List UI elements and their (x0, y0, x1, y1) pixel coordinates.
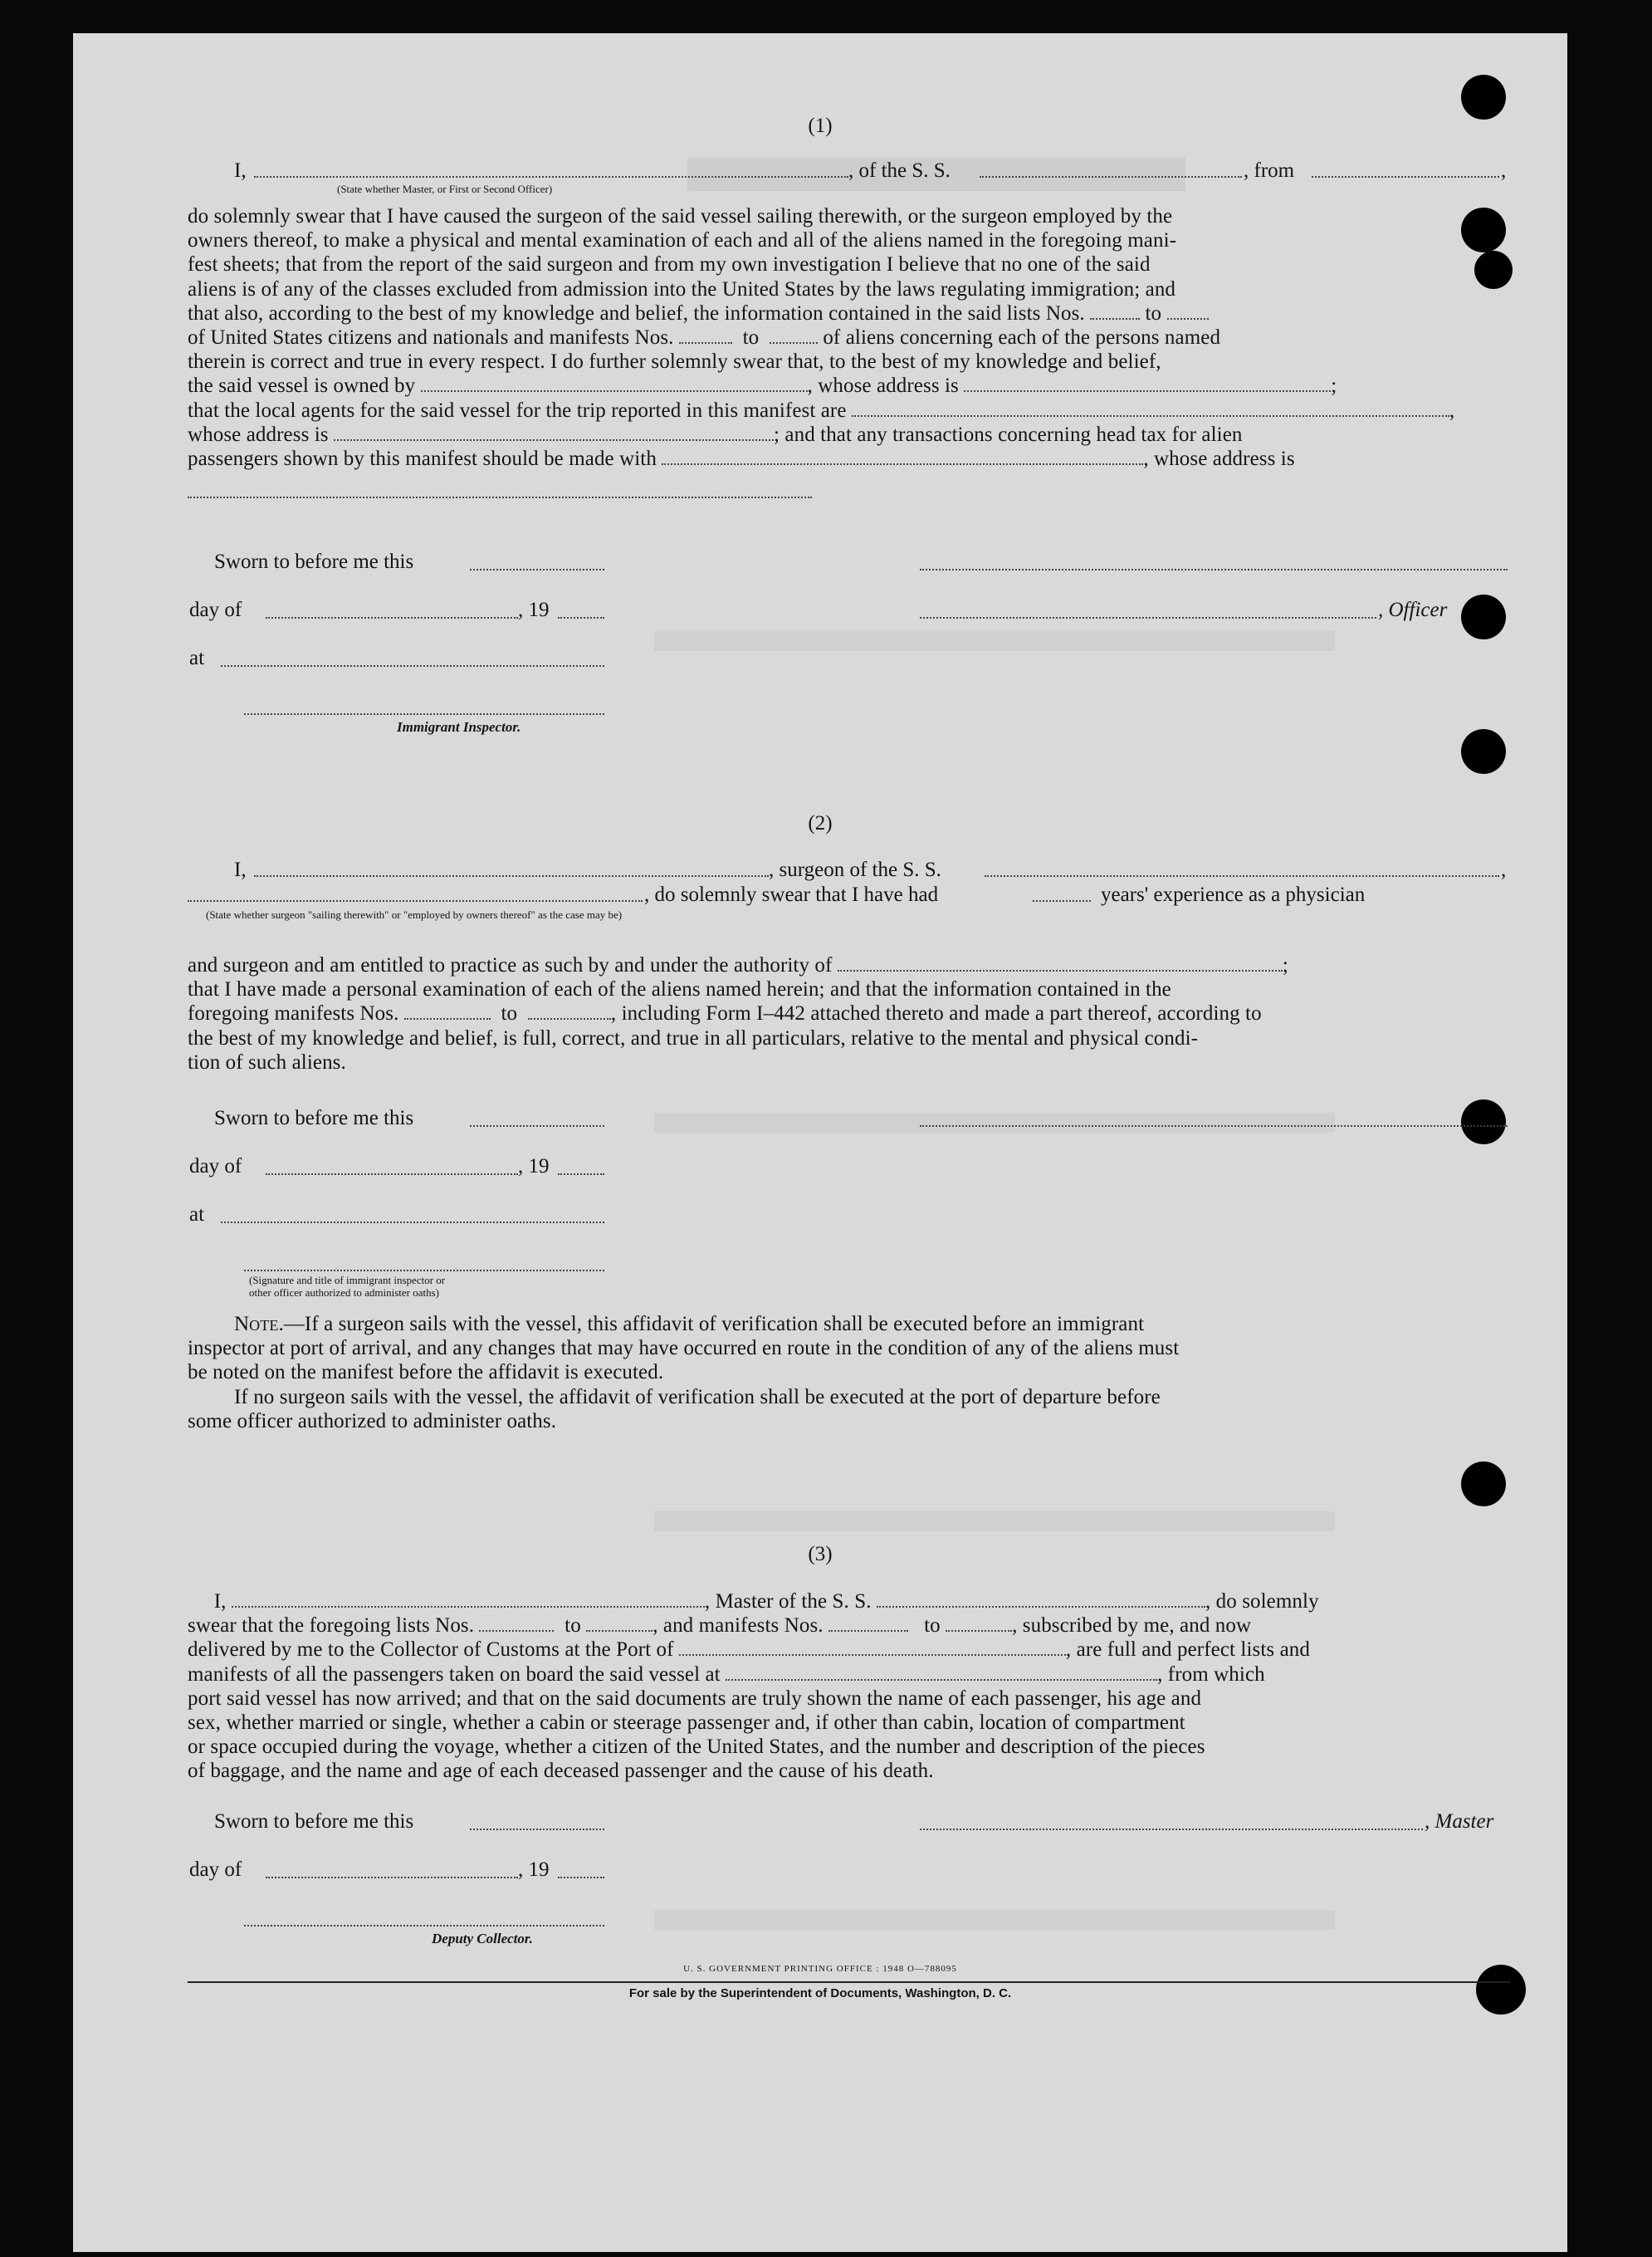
s3-sworn: Sworn to before me this (214, 1810, 414, 1833)
s3-line (188, 1638, 1511, 1662)
s1-text: that also, according to the best of my knowledge and belief, the information contained in the said lists Nos. (188, 301, 1085, 325)
s3-line: sex, whether married or single, whether a cabin or steerage passenger and, if other than cabin, location of compartment (188, 1711, 1185, 1735)
s1-manifests-to-field[interactable] (770, 330, 818, 344)
s1-text: to (742, 326, 760, 350)
s2-text: and surgeon and am entitled to practice as such by and under the authority of (188, 954, 833, 977)
s2-text: to (501, 1002, 518, 1026)
s2-note-label: Note. (234, 1313, 284, 1335)
s3-text: to (565, 1614, 581, 1638)
s3-manifests-to-field[interactable] (946, 1618, 1012, 1632)
punch-hole (1461, 1461, 1506, 1506)
s2-surgeon-of-ss: , surgeon of the S. S. (769, 859, 941, 881)
s2-sig-caption-1: (Signature and title of immigrant inspector or (249, 1274, 446, 1286)
s1-officer-sign-field[interactable] (920, 617, 1376, 619)
s1-sworn: Sworn to before me this (214, 551, 414, 573)
s2-comma: , (1501, 859, 1507, 881)
s2-sig-caption-2: other officer authorized to administer oaths) (249, 1286, 439, 1299)
s1-inspector-label: Immigrant Inspector. (397, 719, 521, 735)
s2-day-of: day of (189, 1155, 242, 1177)
s1-line: owners thereof, to make a physical and mental examination of each and all of the aliens named in the foregoing mani- (188, 229, 1177, 252)
s1-text: , whose address is (807, 375, 959, 398)
s2-swear: , do solemnly swear that I have had (644, 884, 939, 906)
s2-at: at (189, 1203, 205, 1226)
s2-note-line: inspector at port of arrival, and any changes that may have occurred en route in the condition of any of the aliens must (188, 1337, 1180, 1360)
section-2-number: (2) (808, 812, 833, 835)
s1-line: fest sheets; that from the report of the said surgeon and from my own investigation I believe that no one of the said (188, 253, 1151, 277)
s1-lists-to-field[interactable] (1167, 306, 1209, 320)
s2-note-line (188, 1312, 1511, 1336)
s2-year: , 19 (518, 1155, 550, 1177)
s1-i: I, (234, 159, 247, 182)
s1-line (188, 301, 1511, 326)
s1-text: , whose address is (1143, 448, 1295, 471)
s3-collector-sign-field[interactable] (244, 1925, 604, 1927)
section-3-number: (3) (808, 1543, 833, 1565)
s1-line: aliens is of any of the classes excluded from admission into the United States by the laws regulating immigration; and (188, 277, 1176, 301)
s1-officer-label: , Officer (1378, 599, 1448, 621)
s1-year: , 19 (518, 599, 550, 621)
s3-manifests-from-field[interactable] (828, 1618, 908, 1632)
s1-text: of aliens concerning each of the persons named (823, 326, 1221, 350)
s3-boarded-at-field[interactable] (726, 1667, 1157, 1681)
s1-at: at (189, 647, 205, 669)
s1-line (188, 423, 1511, 447)
s1-manifests-from-field[interactable] (679, 330, 732, 344)
s1-officer-caption: (State whether Master, or First or Second Officer) (337, 183, 553, 195)
s1-text: to (1145, 301, 1162, 325)
s3-line: port said vessel has now arrived; and that on the said documents are truly shown the name of each passenger, his age and (188, 1687, 1202, 1710)
s2-year-field[interactable] (558, 1173, 604, 1175)
s1-month-field[interactable] (266, 617, 518, 619)
s3-text: , from which (1157, 1662, 1265, 1686)
s2-note-line: some officer authorized to administer oaths. (188, 1409, 557, 1432)
s2-text: ; (1282, 954, 1288, 977)
s2-manifests-from-field[interactable] (404, 1006, 491, 1020)
s1-line: therein is correct and true in every respect. I do further solemnly swear that, to the best of my knowledge and belief, (188, 350, 1161, 374)
s3-text: , Master of the S. S. (704, 1590, 872, 1613)
s2-signature-field[interactable] (920, 1125, 1508, 1127)
s1-text: that the local agents for the said vessel for the trip reported in this manifest are (188, 399, 847, 422)
s2-text: foregoing manifests Nos. (188, 1002, 399, 1026)
s1-sworn-date-field[interactable] (470, 569, 604, 570)
s1-from: , from (1244, 159, 1295, 182)
s1-signature-field[interactable] (920, 569, 1508, 570)
s1-line: do solemnly swear that I have caused the surgeon of the said vessel sailing therewith, or the surgeon employed by the (188, 205, 1173, 228)
s2-note-line: be noted on the manifest before the affidavit is executed. (188, 1361, 664, 1384)
form-page (73, 33, 1567, 2252)
s2-body (188, 953, 1511, 1075)
footer-rule (188, 1981, 1511, 1983)
s1-text: ; (1331, 375, 1337, 398)
s3-text: , do solemnly (1205, 1590, 1319, 1613)
s1-line (188, 447, 1511, 471)
s2-surgeon-field[interactable] (254, 875, 769, 877)
s1-owner-address-field[interactable] (964, 379, 1331, 392)
gpo-imprint: U. S. GOVERNMENT PRINTING OFFICE : 1948 O—788095 (683, 1964, 957, 1974)
section-1-number: (1) (808, 115, 833, 137)
s3-year-field[interactable] (558, 1877, 604, 1878)
punch-hole (1461, 75, 1506, 120)
s2-manifests-to-field[interactable] (528, 1006, 611, 1020)
s2-years-field[interactable] (1033, 900, 1091, 902)
s1-inspector-sign-field[interactable] (244, 713, 604, 715)
sale-notice: For sale by the Superintendent of Documents, Washington, D. C. (628, 1986, 1012, 2000)
s3-text: I, (213, 1590, 227, 1613)
punch-hole (1461, 595, 1506, 639)
s1-headtax-address-field[interactable] (188, 497, 812, 498)
s3-year: , 19 (518, 1858, 550, 1881)
s3-day-of: day of (189, 1858, 242, 1881)
s3-vessel-field[interactable] (877, 1594, 1205, 1608)
s2-vessel-field[interactable] (985, 875, 1499, 877)
s3-sworn-date-field[interactable] (470, 1829, 604, 1830)
s3-line (188, 1613, 1511, 1638)
s2-sworn: Sworn to before me this (214, 1107, 414, 1129)
punch-hole (1461, 729, 1506, 774)
s1-owner-field[interactable] (421, 379, 808, 392)
s2-note-line: If no surgeon sails with the vessel, the affidavit of verification shall be executed at the port of departure before (234, 1385, 1161, 1408)
s2-at-field[interactable] (221, 1222, 604, 1223)
s1-year-field[interactable] (558, 617, 604, 619)
s1-lists-from-field[interactable] (1090, 306, 1140, 320)
punch-hole (1461, 1099, 1506, 1144)
s1-at-field[interactable] (221, 665, 604, 667)
s3-text: , are full and perfect lists and (1065, 1638, 1310, 1662)
s3-lists-to-field[interactable] (586, 1618, 652, 1632)
s1-agents-address-field[interactable] (334, 428, 774, 441)
s1-text: whose address is (188, 423, 329, 446)
s1-text: passengers shown by this manifest should be made with (188, 448, 657, 471)
s2-month-field[interactable] (266, 1173, 518, 1175)
s1-vessel-field[interactable] (980, 176, 1242, 178)
s1-text: of United States citizens and nationals and manifests Nos. (188, 326, 674, 350)
s3-text: , subscribed by me, and now (1012, 1614, 1252, 1638)
s1-day-of: day of (189, 599, 242, 621)
s3-lists-from-field[interactable] (479, 1618, 554, 1632)
s3-master-sign-field[interactable] (920, 1829, 1423, 1830)
s2-line (188, 953, 1511, 977)
s3-collector-label: Deputy Collector. (432, 1931, 533, 1946)
s1-body (188, 204, 1511, 471)
s2-authority-field[interactable] (838, 958, 1283, 972)
s3-month-field[interactable] (266, 1877, 518, 1878)
s1-line (188, 326, 1511, 350)
s3-text: delivered by me to the Collector of Customs at the Port of (188, 1638, 674, 1662)
s2-line: the best of my knowledge and belief, is full, correct, and true in all particulars, relative to the mental and physical condi- (188, 1026, 1199, 1050)
s3-body (188, 1589, 1511, 1784)
s3-line: of baggage, and the name and age of each deceased passenger and the cause of his death. (188, 1760, 934, 1783)
s1-text: the said vessel is owned by (188, 375, 416, 398)
s3-text: swear that the foregoing lists Nos. (188, 1614, 475, 1638)
s1-line (188, 399, 1511, 423)
s3-text: manifests of all the passengers taken on board the said vessel at (188, 1662, 721, 1686)
s1-comma: , (1501, 159, 1507, 182)
s3-line: or space occupied during the voyage, whether a citizen of the United States, and the number and description of the pieces (188, 1736, 1205, 1759)
s1-agents-field[interactable] (852, 404, 1449, 417)
s2-note (188, 1312, 1511, 1433)
s2-line (188, 1001, 1511, 1026)
s1-from-field[interactable] (1312, 176, 1499, 178)
s1-text: ; and that any transactions concerning head tax for alien (774, 423, 1243, 446)
s1-line (188, 374, 1511, 398)
s2-line: that I have made a personal examination of each of the aliens named herein; and that the information contained in the (188, 978, 1171, 1001)
s3-text: to (924, 1614, 941, 1638)
s2-inspector-sign-field[interactable] (244, 1270, 604, 1271)
s1-of-ss: , of the S. S. (848, 159, 951, 182)
s2-line: tion of such aliens. (188, 1050, 346, 1074)
s1-officer-field[interactable] (254, 176, 848, 178)
s2-i: I, (234, 859, 247, 881)
s1-text: , (1449, 399, 1455, 422)
s3-master-label: , Master (1425, 1810, 1494, 1833)
s3-port-field[interactable] (679, 1643, 1066, 1656)
s1-headtax-field[interactable] (662, 452, 1143, 465)
s2-years-experience: years' experience as a physician (1101, 884, 1366, 906)
s3-text: , and manifests Nos. (652, 1614, 824, 1638)
s3-line (188, 1589, 1511, 1613)
s2-note-text: —If a surgeon sails with the vessel, this affidavit of verification shall be executed before an immigrant (283, 1313, 1145, 1335)
s2-status-caption: (State whether surgeon "sailing therewith" or "employed by owners thereof" as the case may be) (206, 908, 623, 921)
s3-master-field[interactable] (232, 1594, 705, 1608)
s3-line (188, 1662, 1511, 1687)
s2-sworn-date-field[interactable] (470, 1125, 604, 1127)
s2-text: , including Form I–442 attached thereto and made a part thereof, according to (610, 1002, 1262, 1026)
s2-status-field[interactable] (188, 900, 643, 902)
